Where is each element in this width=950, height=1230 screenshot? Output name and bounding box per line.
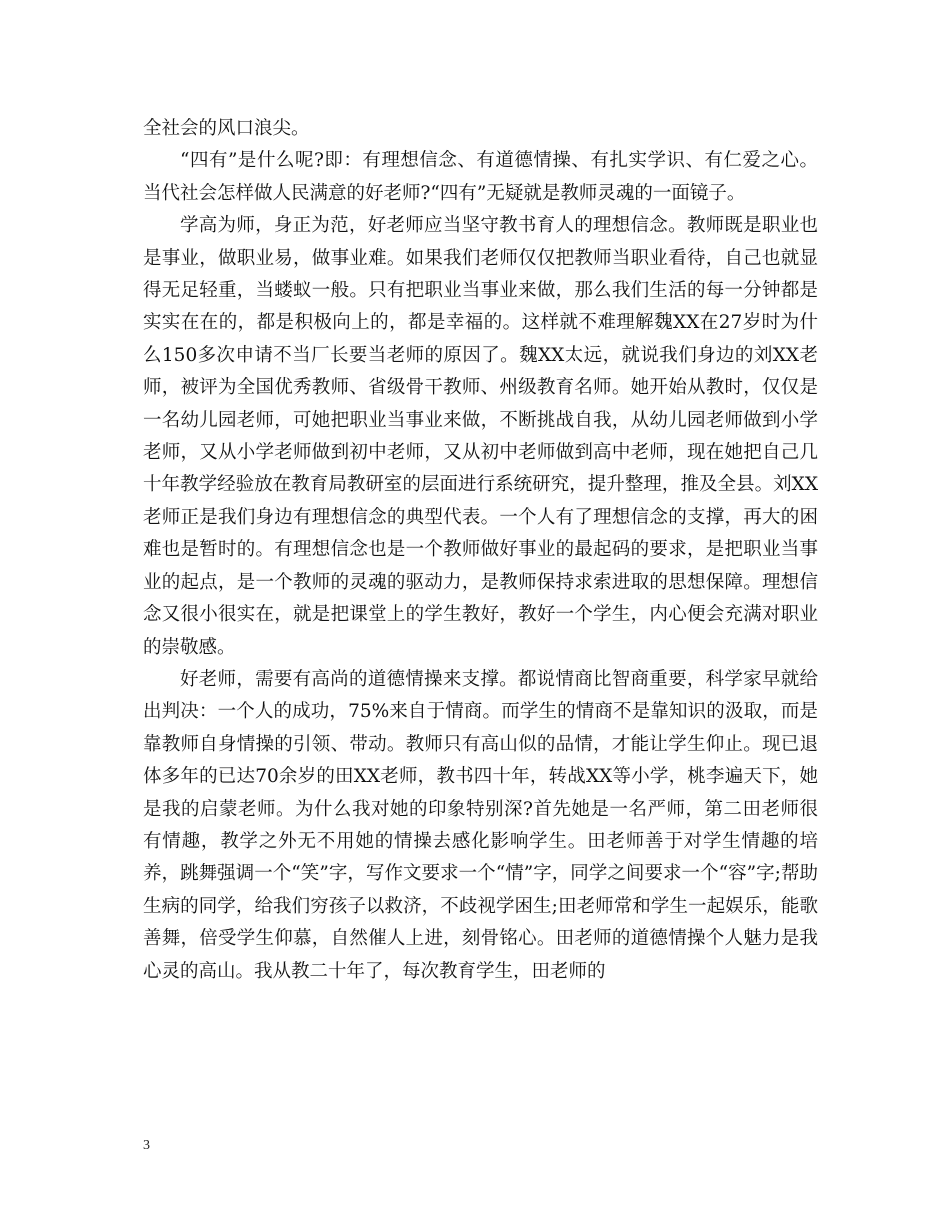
- paragraph-1: 全社会的风口浪尖。: [143, 118, 310, 139]
- document-body: [143, 113, 818, 988]
- paragraph-3: 学高为师，身正为范，好老师应当坚守教书育人的理想信念。教师既是职业也是事业，做职业易，做事业难。如果我们老师仅仅把教师当职业看待，自己也就显得无足轻重，当蝼蚁一般。只有把职业当事业来做，那么我们生活的每一分钟都是实实在在的，都是积极向上的，都是幸福的。这样就不难理解魏XX在27岁时为什么150多次申请不当厂长要当老师的原因了。魏XX太远，就说我们身边的刘XX老师，被评为全国优秀教师、省级骨干教师、州级教育名师。她开始从教时，仅仅是一名幼儿园老师，可她把职业当事业来做，不断挑战自我，从幼儿园老师做到小学老师，又从小学老师做到初中老师，又从初中老师做到高中老师，现在她把自己几十年教学经验放在教育局教研室的层面进行系统研究，提升整理，推及全县。刘XX老师正是我们身边有理想信念的典型代表。一个人有了理想信念的支撑，再大的困难也是暂时的。有理想信念也是一个教师做好事业的最起码的要求，是把职业当事业的起点，是一个教师的灵魂的驱动力，是教师保持求索进取的思想保障。理想信念又很小很实在，就是把课堂上的学生教好，教好一个学生，内心便会充满对职业的崇敬感。: [143, 215, 818, 658]
- paragraph-4: 好老师，需要有高尚的道德情操来支撑。都说情商比智商重要，科学家早就给出判决：一个人的成功，75%来自于情商。而学生的情商不是靠知识的汲取，而是靠教师自身情操的引领、带动。教师只有高山似的品情，才能让学生仰止。现已退体多年的已达70余岁的田XX老师，教书四十年，转战XX等小学，桃李遍天下，她是我的启蒙老师。为什么我对她的印象特别深?首先她是一名严师，第二田老师很有情趣，教学之外无不用她的情操去感化影响学生。田老师善于对学生情趣的培养，跳舞强调一个“笑”字，写作文要求一个“情”字，同学之间要求一个“容”字;帮助生病的同学，给我们穷孩子以救济，不歧视学困生;田老师常和学生一起娱乐，能歌善舞，倍受学生仰慕，自然催人上进，刻骨铭心。田老师的道德情操个人魅力是我心灵的高山。我从教二十年了，每次教育学生，田老师的: [143, 668, 818, 982]
- paragraph-2: “四有”是什么呢?即：有理想信念、有道德情操、有扎实学识、有仁爱之心。当代社会怎样做人民满意的好老师?“四有”无疑就是教师灵魂的一面镜子。: [143, 150, 818, 204]
- page-number: 3: [143, 1138, 150, 1153]
